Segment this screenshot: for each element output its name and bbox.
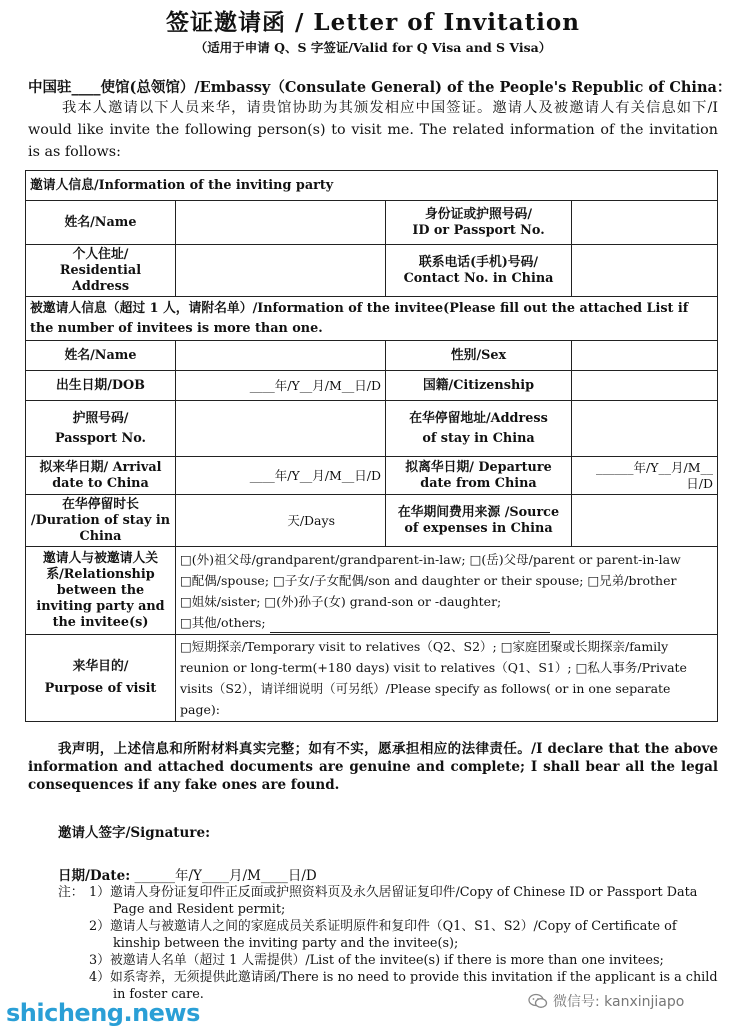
arrival-date-field[interactable]: ____年/Y__月/M__日/D [176,457,386,495]
invitee-name-label: 姓名/Name [26,341,176,371]
note-4: 4）如系寄养，无须提供此邀请函/There is no need to provide this invitation if the applicant is a child in foster care. [89,970,718,1002]
purpose-label: 来华目的/ Purpose of visit [26,635,176,722]
invitee-passport-field[interactable] [176,401,386,457]
salutation: 中国驻____使馆(总领馆）/Embassy（Consulate General) of the People's Republic of China： [28,79,732,96]
inviter-address-label: 个人住址/ Residential Address [26,245,176,297]
inviting-section-header: 邀请人信息/Information of the inviting party [26,171,718,201]
expenses-field[interactable] [572,495,718,547]
document-title: 签证邀请函 / Letter of Invitation [165,9,580,36]
invitation-form-table [25,170,718,722]
purpose-options[interactable]: □短期探亲/Temporary visit to relatives（Q2、S2）; □家庭团聚或长期探亲/family reunion or long-term(+180 days) visit to relatives（Q1、S1）; □私人事务/Private visits（S2），请详细说明（可另纸）/Please specify as follows( or in one separate page): [176,635,718,722]
inviter-address-field[interactable] [176,245,386,297]
duration-field[interactable]: 天/Days [176,495,386,547]
expenses-label: 在华期间费用来源 /Source of expenses in China [386,495,572,547]
note-1: 1）邀请人身份证复印件正反面或护照资料页及永久居留证复印件/Copy of Chinese ID or Passport Data Page and Resident permit; [89,885,698,917]
inviter-id-label: 身份证或护照号码/ ID or Passport No. [386,201,572,245]
relationship-line-4: □其他/others; [180,612,713,633]
intro-paragraph: 我本人邀请以下人员来华，请贵馆协助为其颁发相应中国签证。邀请人及被邀请人有关信息如下/I would like invite the following person(s) to visit me. The related information of the invitation is as follows: [28,100,718,160]
duration-label: 在华停留时长 /Duration of stay in China [26,495,176,547]
invitee-section-header: 被邀请人信息（超过 1 人，请附名单）/Information of the invitee(Please fill out the attached List if the number of invitees is more than one. [26,297,718,341]
invitee-dob-field[interactable]: ____年/Y__月/M__日/D [176,371,386,401]
invitee-stay-address-field[interactable] [572,401,718,457]
invitee-name-field[interactable] [176,341,386,371]
inviter-contact-label: 联系电话(手机)号码/ Contact No. in China [386,245,572,297]
invitee-citizenship-label: 国籍/Citizenship [386,371,572,401]
invitee-sex-label: 性别/Sex [386,341,572,371]
inviter-contact-field[interactable] [572,245,718,297]
invitee-sex-field[interactable] [572,341,718,371]
relationship-line-1: □(外)祖父母/grandparent/grandparent-in-law; □(岳)父母/parent or parent-in-law [180,551,681,567]
inviter-name-label: 姓名/Name [26,201,176,245]
document-subtitle: （适用于申请 Q、S 字签证/Valid for Q Visa and S Visa） [194,40,552,55]
notes-label: 注： [58,885,84,900]
relationship-line-2: □配偶/spouse; □子女/子女配偶/son and daughter or their spouse; □兄弟/brother [180,572,677,588]
declaration: 我声明，上述信息和所附材料真实完整；如有不实，愿承担相应的法律责任。/I declare that the above information and attached documents are genuine and complete; I shall bear all the legal consequences if any fake ones are found. [28,741,718,793]
invitee-stay-address-label: 在华停留地址/Address of stay in China [386,401,572,457]
departure-date-field[interactable]: ______年/Y__月/M__日/D [572,457,718,495]
relationship-label: 邀请人与被邀请人关系/Relationship between the inviting party and the invitee(s) [26,547,176,635]
watermark-wechat-text: 微信号: kanxinjiapo [553,994,685,1010]
inviter-id-field[interactable] [572,201,718,245]
inviter-name-field[interactable] [176,201,386,245]
relationship-line-3: □姐妹/sister; □(外)孙子(女) grand-son or -daughter; [180,593,502,609]
departure-date-label: 拟离华日期/ Departure date from China [386,457,572,495]
date-value[interactable]: ______年/Y____月/M____日/D [134,868,317,884]
invitee-passport-label: 护照号码/ Passport No. [26,401,176,457]
signature-label: 邀请人签字/Signature: [58,825,211,841]
watermark-wechat [528,991,684,1011]
date-line [58,864,317,884]
notes-section [58,884,718,1003]
date-label: 日期/Date: [58,868,131,884]
note-2: 2）邀请人与被邀请人之间的家庭成员关系证明原件和复印件（Q1、S1、S2）/Copy of Certificate of kinship between the inviting party and the invitee(s); [89,919,677,951]
arrival-date-label: 拟来华日期/ Arrival date to China [26,457,176,495]
wechat-icon [528,993,548,1009]
watermark-site: shicheng.news [6,999,200,1027]
note-3: 3）被邀请人名单（超过 1 人需提供）/List of the invitee(s) if there is more than one invitees; [89,953,664,968]
invitee-dob-label: 出生日期/DOB [26,371,176,401]
relationship-options[interactable] [176,547,718,635]
invitee-citizenship-field[interactable] [572,371,718,401]
